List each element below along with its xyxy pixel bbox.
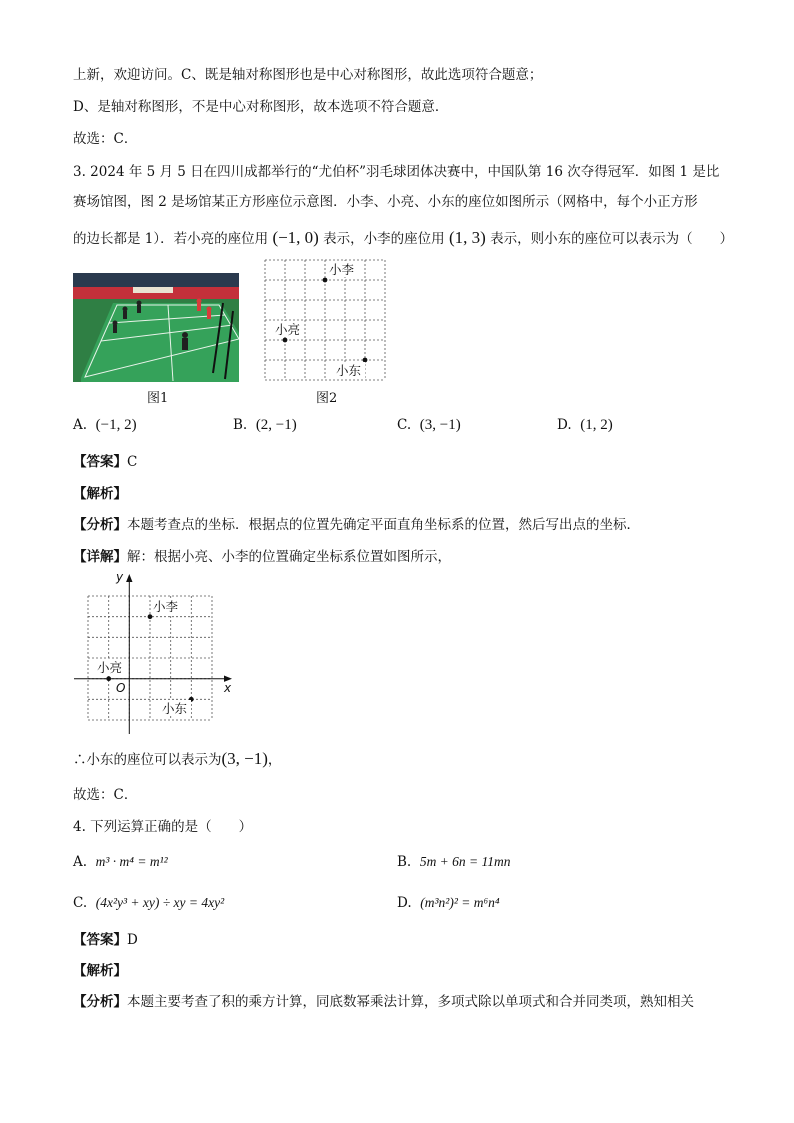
seat-dot-xiaodong	[363, 358, 368, 363]
option-expression: 5m + 6n = 11mn	[419, 854, 511, 869]
detail-tag: 【详解】	[73, 549, 127, 565]
answer-tag: 【答案】	[73, 932, 127, 948]
option-a	[73, 415, 137, 435]
fenxi-tag: 【分析】	[73, 517, 127, 533]
label-xiaoli: 小李	[329, 262, 355, 277]
option-value: (3, −1)	[419, 417, 461, 433]
analysis-heading	[73, 962, 127, 980]
option-letter: C.	[397, 417, 412, 433]
x-axis-label: x	[224, 681, 232, 695]
option-d	[557, 415, 613, 435]
figure-1-caption: 图1	[147, 391, 169, 406]
analysis-tag: 【解析】	[73, 486, 127, 502]
figure-2-caption: 图2	[316, 391, 338, 406]
badminton-court-photo	[73, 273, 239, 382]
text-segment: 表示，则小东的座位可以表示为（ ）	[490, 231, 734, 247]
option-expression: (m³n²)² = m⁶n⁴	[420, 895, 500, 910]
detail-line	[73, 548, 451, 566]
option-c	[397, 415, 461, 435]
label-xiaodong: 小东	[162, 701, 188, 716]
answer-tag: 【答案】	[73, 454, 127, 470]
fenxi-line	[73, 516, 640, 534]
coordinate-text: (3, −1)	[221, 749, 268, 768]
text-line: 故选：C．	[73, 131, 138, 147]
question-3-stem-line1: 3. 2024 年 5 月 5 日在四川成都举行的“尤伯杯”羽毛球团体决赛中，中国队第 16 次夺得冠军．如图 1 是比	[73, 164, 720, 180]
fenxi-line	[73, 993, 694, 1011]
origin-label: O	[116, 681, 126, 695]
coordinate-grid-figure	[72, 570, 238, 736]
option-letter: D.	[397, 895, 412, 911]
option-b	[233, 415, 297, 435]
conclusion-line	[73, 750, 281, 769]
option-expression: m³ · m⁴ = m¹²	[95, 854, 168, 869]
fenxi-text: 本题主要考查了积的乘方计算，同底数幂乘法计算，多项式除以单项式和合并同类项，熟知相关	[127, 994, 694, 1010]
q4-option-d	[397, 893, 500, 913]
option-letter: D.	[557, 417, 572, 433]
q4-option-c	[73, 893, 224, 913]
conclusion-prefix: ∴小东的座位可以表示为	[73, 752, 222, 768]
analysis-heading	[73, 485, 127, 503]
seat-grid-figure	[264, 259, 388, 383]
option-value: (−1, 2)	[95, 417, 137, 433]
choose-line: 故选：C．	[73, 787, 138, 803]
seat-dot-xiaoli	[323, 278, 328, 283]
label-xiaoliang: 小亮	[97, 660, 123, 675]
point-xiaoli	[148, 614, 153, 619]
option-letter: A.	[73, 417, 88, 433]
text-segment: 表示，小李的座位用	[323, 231, 445, 247]
coordinate-text: (−1, 0)	[272, 228, 319, 247]
answer-line	[73, 931, 138, 949]
coordinate-text: (1, 3)	[448, 228, 486, 247]
question-3-stem-line2: 赛场馆图，图 2 是场馆某正方形座位示意图．小李、小亮、小东的座位如图所示（网格中，每个小正方形	[73, 194, 698, 210]
seat-dot-xiaoliang	[283, 338, 288, 343]
text-line: D、是轴对称图形，不是中心对称图形，故本选项不符合题意．	[73, 99, 449, 115]
option-expression: (4x²y³ + xy) ÷ xy = 4xy²	[95, 895, 225, 910]
text-segment: 的边长都是 1）．若小亮的座位用	[73, 231, 269, 247]
q4-option-a	[73, 852, 168, 872]
option-letter: A.	[73, 854, 88, 870]
question-4-stem: 4. 下列运算正确的是（ ）	[73, 819, 253, 835]
label-xiaoli: 小李	[153, 599, 179, 614]
detail-text: 解：根据小亮、小李的位置确定坐标系位置如图所示，	[127, 549, 451, 565]
option-letter: B.	[233, 417, 248, 433]
label-xiaoliang: 小亮	[275, 322, 301, 337]
answer-value: C	[127, 454, 138, 470]
q4-option-b	[397, 852, 511, 872]
point-xiaoliang	[106, 676, 111, 681]
text-line: 上新，欢迎访问。C、既是轴对称图形也是中心对称图形，故此选项符合题意；	[73, 67, 543, 83]
question-3-stem-line3	[73, 229, 733, 248]
conclusion-suffix: ，	[267, 752, 282, 768]
y-axis-label: y	[116, 570, 124, 584]
option-value: (2, −1)	[255, 417, 297, 433]
analysis-tag: 【解析】	[73, 963, 127, 979]
option-letter: B.	[397, 854, 412, 870]
answer-line	[73, 453, 137, 471]
label-xiaodong: 小东	[336, 363, 362, 378]
fenxi-text: 本题考查点的坐标．根据点的位置先确定平面直角坐标系的位置，然后写出点的坐标．	[127, 517, 640, 533]
fenxi-tag: 【分析】	[73, 994, 127, 1010]
option-letter: C.	[73, 895, 88, 911]
answer-value: D	[127, 932, 138, 948]
option-value: (1, 2)	[580, 417, 613, 433]
